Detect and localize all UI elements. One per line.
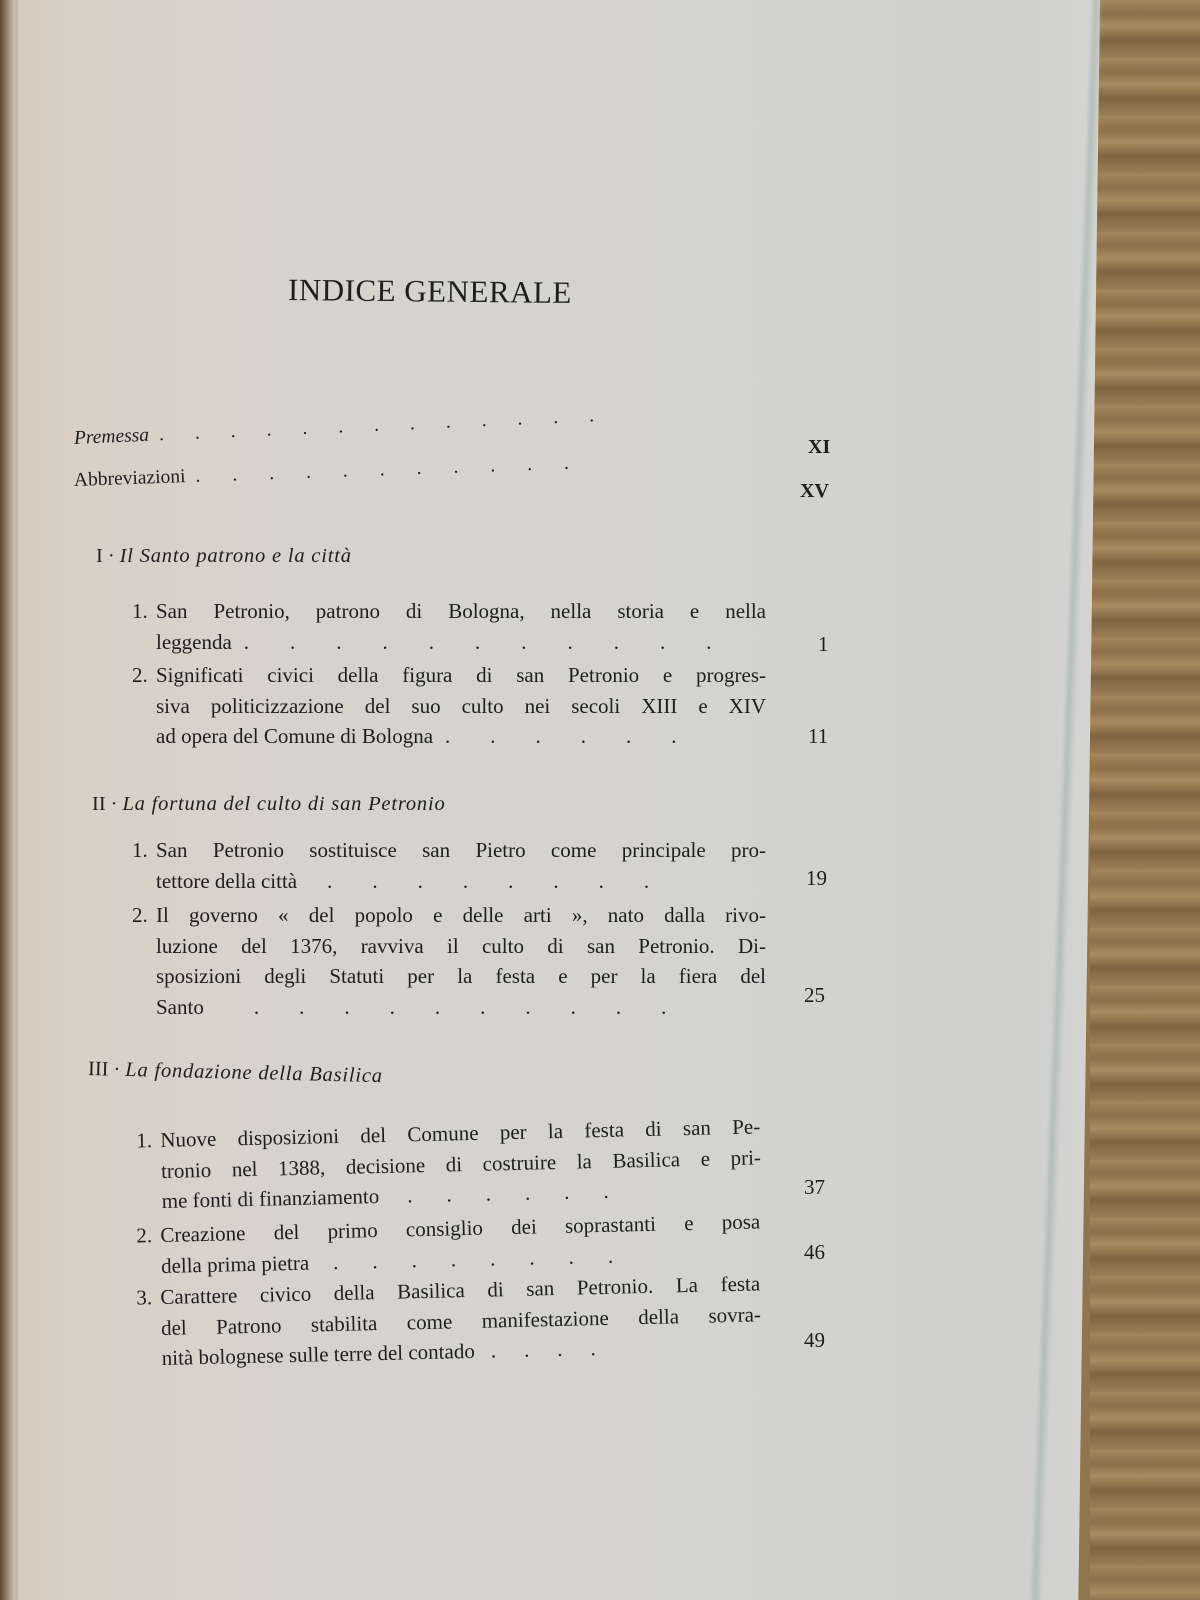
section-line: me fonti di finanziamento [161, 1184, 380, 1213]
section-line: siva politicizzazione del suo culto nei secoli XIII e XIV [156, 693, 766, 718]
dot-leader: ...... [406, 1178, 643, 1208]
page-title: INDICE GENERALE [287, 272, 573, 310]
dot-leader: ........... [195, 451, 602, 487]
toc-entry-premessa [74, 404, 626, 450]
section-line: San Petronio, patrono di Bologna, nella storia e nella [156, 599, 766, 623]
section-line: Significati civici della figura di san Petronio e progres- [156, 663, 766, 687]
section-number: 1. [136, 1128, 153, 1153]
page-number: 46 [804, 1240, 825, 1264]
section-line: Nuove disposizioni del Comune per la festa di san Pe- [160, 1114, 761, 1152]
page-number: 37 [804, 1175, 825, 1199]
toc-entry-abbreviazioni [74, 452, 602, 492]
chapter-separator: · [110, 793, 118, 815]
chapter-number: III [87, 1058, 109, 1081]
section-line: Carattere civico della Basilica di san Petronio. La festa [160, 1271, 761, 1309]
page-number: 19 [806, 866, 827, 890]
toc-section [132, 660, 766, 752]
page-number: 25 [804, 983, 825, 1007]
dot-leader: ........... [243, 629, 753, 654]
section-number: 2. [136, 1223, 153, 1248]
section-number: 2. [132, 903, 148, 927]
section-line: Creazione del primo consiglio dei soprastanti e posa [160, 1209, 761, 1247]
dot-leader: ........ [332, 1242, 648, 1274]
section-number: 3. [136, 1285, 153, 1310]
chapter-title: La fondazione della Basilica [125, 1058, 384, 1088]
entry-label: Premessa [73, 424, 150, 449]
section-line: Il governo « del popolo e delle arti », nato dalla rivo- [156, 903, 766, 927]
entry-label: Abbreviazioni [73, 466, 186, 491]
chapter-separator: · [113, 1058, 121, 1081]
section-line: tronio nel 1388, decisione di costruire la Basilica e pri- [160, 1144, 762, 1183]
section-line: del Patrono stabilita come manifestazione della sovra- [160, 1301, 762, 1340]
dot-leader: .... [490, 1335, 625, 1363]
page-number: 1 [818, 632, 829, 656]
section-line: leggenda [156, 629, 232, 654]
section-number: 1. [132, 838, 148, 862]
section-number: 2. [132, 663, 148, 687]
chapter-title: Il Santo patrono e la città [119, 545, 352, 567]
chapter-number: II [92, 793, 106, 815]
page-number: 49 [804, 1328, 825, 1352]
chapter-separator: · [107, 545, 115, 567]
section-line: ad opera del Comune di Bologna [156, 724, 434, 748]
chapter-title: La fortuna del culto di san Petronio [122, 793, 446, 815]
page-number: 11 [808, 724, 829, 748]
chapter-number: I [96, 545, 103, 567]
chapter-heading-1 [96, 545, 352, 568]
section-line: tettore della città [156, 868, 298, 893]
section-line: Santo [156, 994, 204, 1019]
dot-leader: .......... [253, 994, 707, 1019]
toc-section [132, 596, 766, 657]
section-line: nità bolognese sulle terre del contado [161, 1338, 476, 1370]
toc-section [136, 1111, 762, 1216]
chapter-heading-2 [92, 793, 446, 816]
page-number: XI [808, 436, 831, 458]
dot-leader: ........ [327, 868, 690, 893]
toc-section [136, 1268, 762, 1373]
section-line: della prima pietra [160, 1250, 310, 1278]
section-line: sposizioni degli Statuti per la festa e per la fiera del [156, 964, 766, 988]
dot-leader: ...... [445, 724, 717, 748]
toc-section [132, 835, 766, 896]
page-number: XV [800, 480, 829, 502]
section-line: San Petronio sostituisce san Pietro come principale pro- [156, 838, 766, 862]
section-number: 1. [132, 599, 148, 623]
chapter-heading-3 [88, 1058, 383, 1088]
toc-section [132, 900, 766, 1022]
dot-leader: ............. [158, 403, 626, 446]
section-line: luzione del 1376, ravviva il culto di san Petronio. Di- [156, 933, 766, 958]
